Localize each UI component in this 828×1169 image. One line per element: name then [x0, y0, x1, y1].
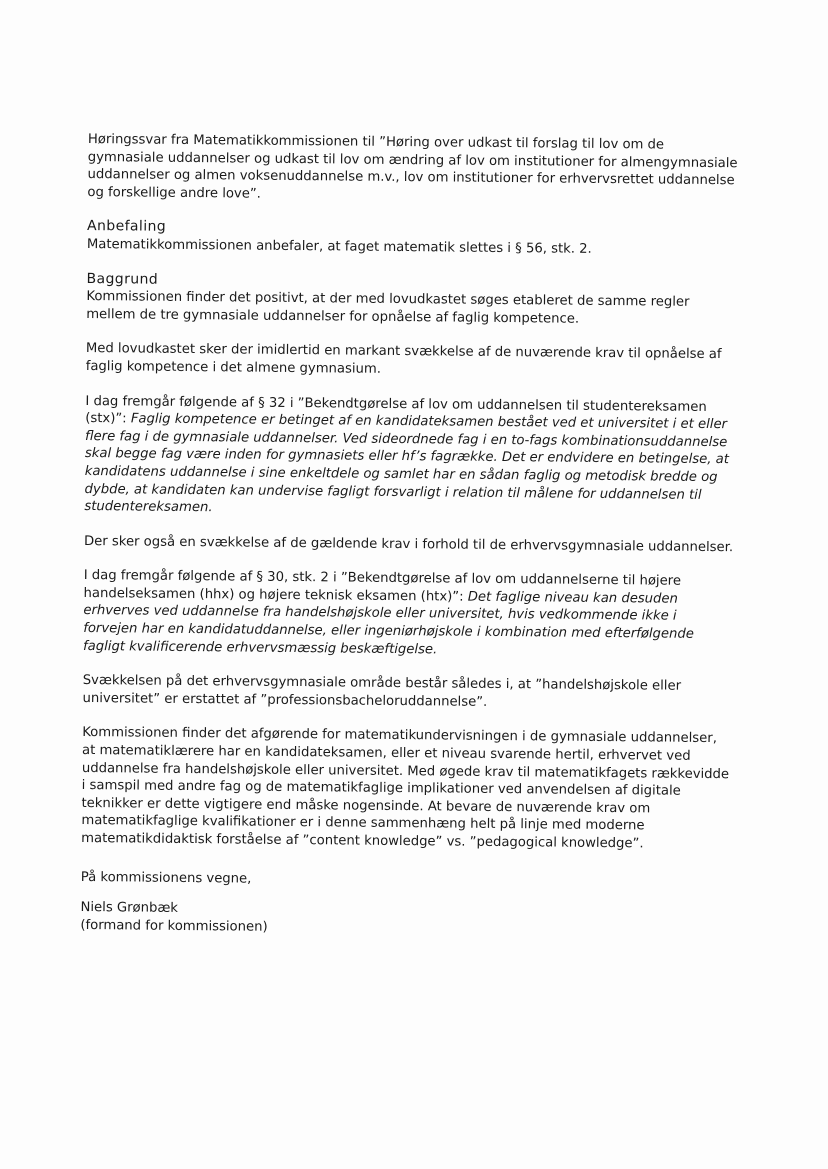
stx-reference: I dag fremgår følgende af § 32 i ”Bekendtgørelse af lov om uddannelsen til studentereksamen (stx)”:	[85, 393, 707, 427]
intro-paragraph: Høringssvar fra Matematikkommissionen til ”Høring over udkast til forslag til lov om de gymnasiale uddannelser og udkast til lov om ændring af lov om institutioner for almengymnasiale uddannelser og almen voksenuddannelse m.v., lov om institutioner for erhvervsrettet uddannelse og forskellige andre love”.	[87, 131, 738, 202]
closing-greeting: På kommissionens vegne,	[80, 869, 252, 887]
baggrund-paragraph-3	[84, 393, 735, 522]
anbefaling-text: Matematikkommissionen anbefaler, at faget matematik slettes i § 56, stk. 2.	[86, 236, 592, 257]
baggrund-paragraph-4: Der sker også en svækkelse af de gældende krav i forhold til de erhvervsgymnasiale uddannelser.	[83, 533, 734, 555]
baggrund-paragraph-6: Svækkelsen på det erhvervsgymnasiale område består således i, at ”handelshøjskole eller universitet” er erstattet af ”professionsbacheloruddannelse”.	[82, 673, 682, 710]
baggrund-paragraph-7: Kommissionen finder det afgørende for matematikundervisningen i de gymnasiale uddannelser, at matematiklærere har en kandidateksamen, eller et niveau svarende hertil, erhvervet ved uddannelse fra handelshøjskole eller universitet. Med øgede krav til matematikfagets rækkevidde i samspil med andre fag og de matematikfaglige implikationer ved anvendelsen af digitale teknikker er dette vigtigere end måske nogensinde. At bevare de nuværende krav om matematikfaglige kvalifikationer er i denne sammenhæng helt på linje med moderne matematikdidaktisk forståelse af ”content knowledge” vs. ”pedagogical knowledge”.	[81, 725, 730, 852]
signatory-name: Niels Grønbæk	[80, 900, 179, 917]
baggrund-paragraph-1: Kommissionen finder det positivt, at der med lovudkastet søges etableret de samme regler mellem de tre gymnasiale uddannelser for opnåelse af faglig kompetence.	[86, 289, 690, 327]
baggrund-heading: Baggrund	[86, 270, 159, 288]
hhx-htx-quote: Det faglige niveau kan desuden erhverves ved uddannelse fra handelshøjskole eller universitet, hvis vedkommende ikke i forvejen har en kandidatuddannelse, eller ingeniørhøjskole i kombination med efterfølgende fagligt kvalificerende erhvervsmæssig beskæftigelse.	[82, 589, 694, 658]
baggrund-paragraph-2: Med lovudkastet sker der imidlertid en markant svækkelse af de nuværende krav til opnåelse af faglig kompetence i det almene gymnasium.	[85, 341, 722, 377]
stx-quote: Faglig kompetence er betinget af en kandidateksamen bestået ved et universitet i et eller flere fag i de gymnasiale uddannelser. Ved sideordnede fag i en to-fags kombinationsuddannelse skal begge fag være inden for gymnasiets eller hf’s fagrække. Det er endvidere en betingelse, at kandidatens uddannelse i sine enkeltdele og samlet har en sådan faglig og metodisk bredde og dybde, at kandidaten kan undervise fagligt forsvarligt i relation til målene for uddannelsen til studentereksamen.	[84, 411, 730, 516]
signatory-role: (formand for kommissionen)	[80, 917, 268, 935]
baggrund-paragraph-5	[83, 567, 734, 661]
letter-body	[80, 131, 738, 941]
hhx-htx-reference: I dag fremgår følgende af § 30, stk. 2 i ”Bekendtgørelse af lov om uddannelserne til højere handelseksamen (hhx) og højere teknisk eksamen (htx)”:	[83, 568, 682, 605]
anbefaling-heading: Anbefaling	[87, 218, 167, 236]
